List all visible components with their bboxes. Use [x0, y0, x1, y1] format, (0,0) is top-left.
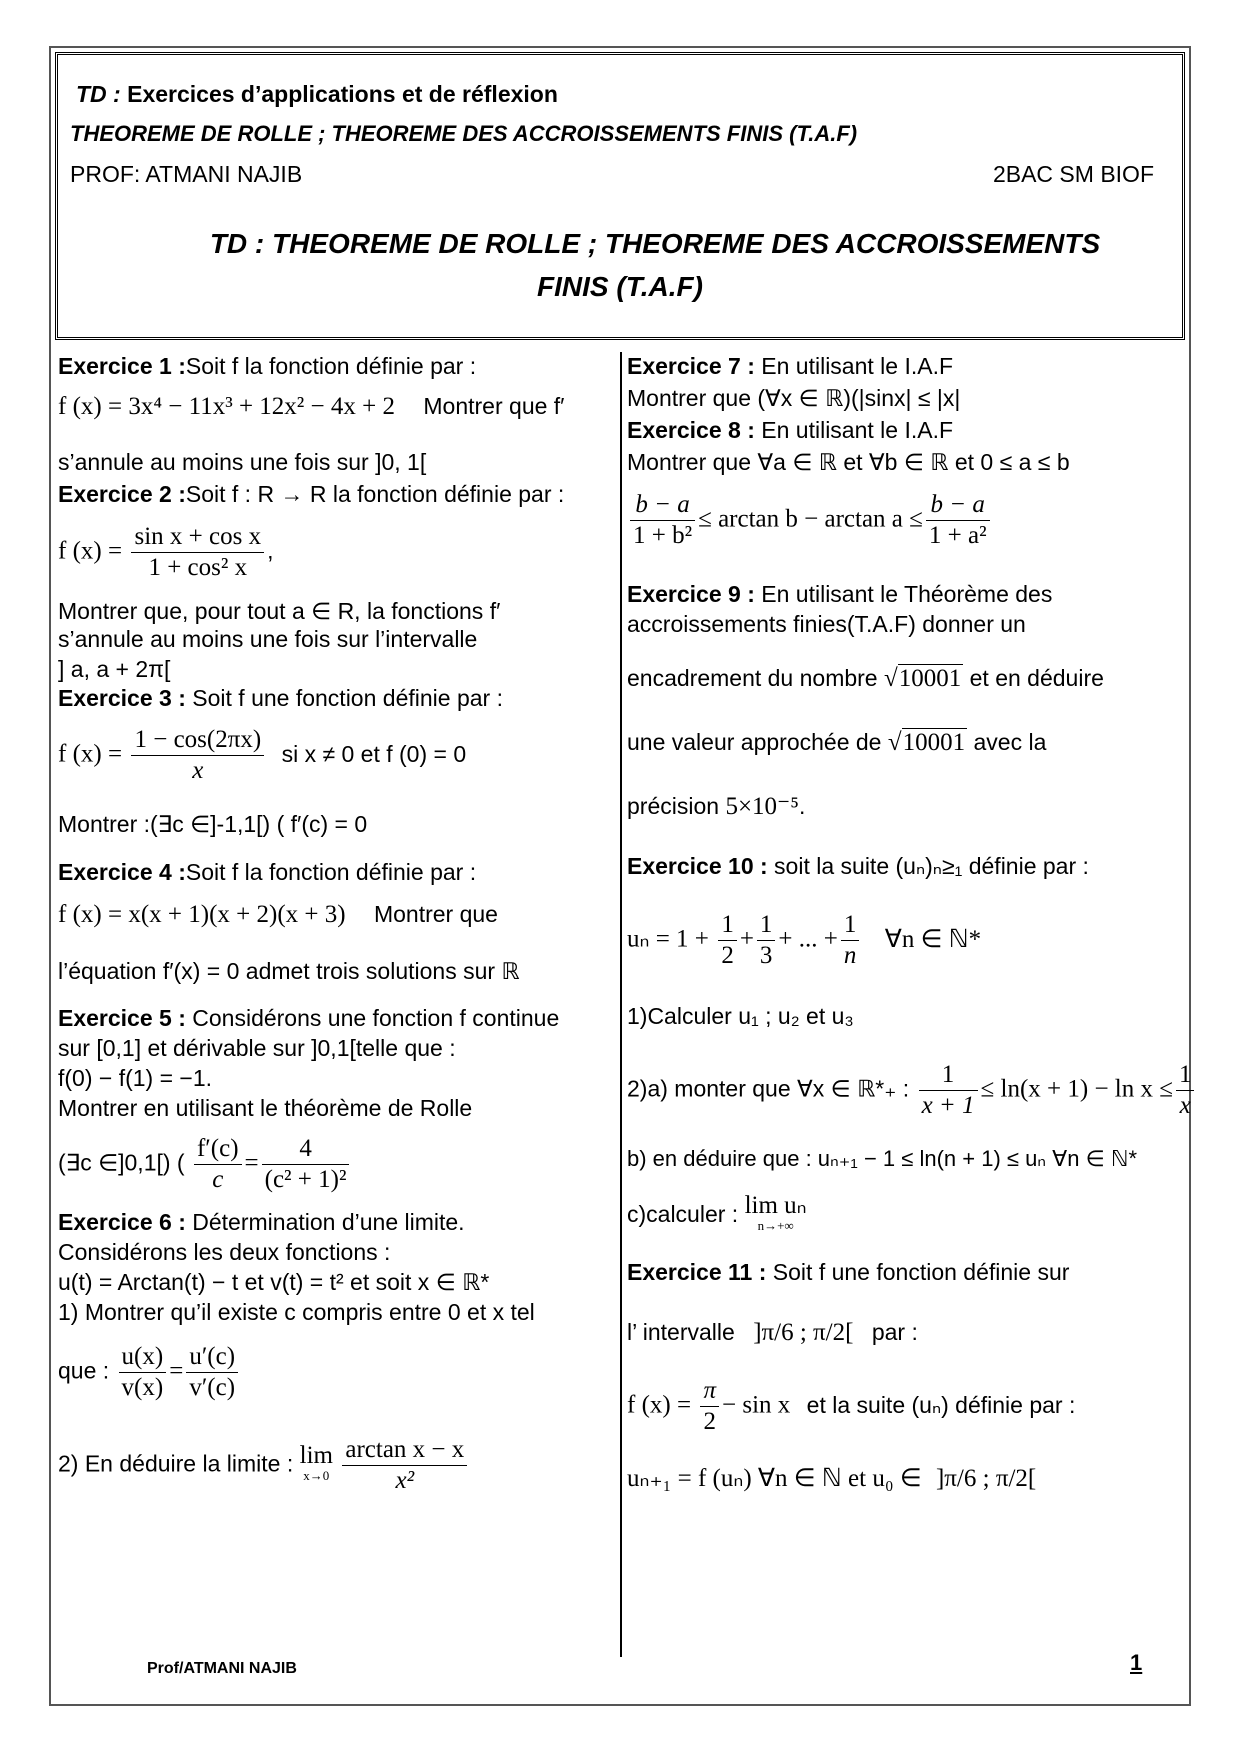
ex4-text3: l’équation f′(x) = 0 admet trois solutions sur ℝ — [58, 958, 520, 984]
ex6-eq: = — [169, 1357, 184, 1385]
ex3-formula — [58, 725, 466, 786]
ex10-forall: ∀n ∈ ℕ* — [884, 925, 982, 953]
ex8-frac2 — [926, 490, 990, 551]
ex3-line1 — [58, 682, 503, 714]
ex9-dot: . — [798, 793, 806, 819]
ex3-lhs: f (x) = — [58, 740, 123, 768]
sqrt-10001-b: √10001 — [887, 729, 966, 756]
ex10-q2-den2: x — [1179, 1092, 1191, 1119]
ex3-fraction — [131, 725, 264, 786]
header-line2: THEOREME DE ROLLE ; THEOREME DES ACCROISSEMENTS FINIS (T.A.F) — [70, 121, 858, 146]
ex5-text2: sur [0,1] et dérivable sur ]0,1[telle que : — [58, 1035, 456, 1061]
ex5-den1: c — [212, 1166, 224, 1193]
ex10-formula — [627, 910, 981, 971]
ex2-lhs: f (x) = — [58, 537, 123, 565]
ex6-line1 — [58, 1206, 465, 1238]
ex10-q2 — [627, 1060, 1197, 1121]
ex2-text4: ] a, a + 2π[ — [58, 656, 171, 682]
ex6-den1: v(x) — [121, 1374, 164, 1401]
ex4-text: Soit f la fonction définie par : — [185, 859, 477, 885]
ex7-line1 — [627, 350, 953, 382]
sqrt-10001: √10001 — [884, 665, 962, 692]
ex2-fraction — [131, 522, 264, 583]
ex5-text3: f(0) − f(1) = −1. — [58, 1065, 213, 1091]
ex5-frac2 — [262, 1134, 350, 1195]
ex10-q2-frac1 — [919, 1060, 978, 1121]
ex4-title: Exercice 4 : — [58, 859, 186, 885]
ex11-text4: et la suite (uₙ) définie par : — [806, 1391, 1076, 1418]
ex10-plus: + — [739, 925, 754, 953]
ex2-line1 — [58, 478, 564, 510]
sqrt-value: 10001 — [898, 665, 962, 692]
ex9-text3: encadrement du nombre — [627, 665, 878, 691]
ex3-title: Exercice 3 : — [58, 685, 186, 711]
ex6-lim: lim — [299, 1441, 333, 1469]
ex6-frac3 — [342, 1435, 467, 1496]
ex5-line1 — [58, 1002, 559, 1034]
ex1-title: Exercice 1 : — [58, 353, 186, 379]
ex8-frac1 — [630, 490, 695, 551]
ex8-mid: ≤ arctan b − arctan a ≤ — [698, 505, 923, 533]
ex8-num2: b − a — [926, 490, 990, 521]
ex7-text2: Montrer que (∀x ∈ ℝ)(|sinx| ≤ |x| — [627, 385, 961, 411]
ex10-lim-sub: n→+∞ — [757, 1218, 794, 1233]
ex2-text3: s’annule au moins une fois sur l’intervalle — [58, 626, 478, 652]
ex11-line4 — [627, 1462, 1036, 1495]
header-box — [55, 52, 1185, 340]
ex6-frac1 — [119, 1342, 167, 1403]
ex5-text4: Montrer en utilisant le théorème de Rolle — [58, 1095, 473, 1121]
ex9-text2: accroissements finies(T.A.F) donner un — [627, 611, 1026, 637]
ex10-title: Exercice 10 : — [627, 853, 768, 879]
ex11-text3: par : — [871, 1319, 918, 1345]
ex6-text: Détermination d’une limite. — [185, 1209, 465, 1235]
ex11-pi: π — [700, 1376, 719, 1407]
ex10-lhs: uₙ = 1 + — [627, 925, 709, 953]
ex10-q4-text: c)calculer : — [627, 1201, 739, 1228]
column-divider — [620, 352, 622, 1657]
ex6-num1: u(x) — [119, 1342, 167, 1373]
ex6-den2: v′(c) — [189, 1374, 236, 1401]
ex10-line1 — [627, 850, 1089, 882]
ex2-num: sin x + cos x — [131, 522, 264, 553]
ex10-q1: 1)Calculer u₁ ; u₂ et u₃ — [627, 1003, 854, 1029]
header-line1 — [76, 81, 558, 108]
ex9-line1 — [627, 578, 1052, 610]
ex10-q2-mid: ≤ ln(x + 1) − ln x ≤ — [980, 1075, 1173, 1103]
ex10-q2-text: 2)a) monter que ∀x ∈ ℝ*₊ : — [627, 1075, 910, 1102]
ex4-text2: Montrer que — [373, 901, 498, 927]
class-level: 2BAC SM BIOF — [992, 161, 1154, 187]
ex10-d2: 3 — [759, 942, 773, 969]
ex9-line5 — [627, 790, 805, 823]
ex4-line1 — [58, 856, 476, 888]
ex10-q2-frac2 — [1176, 1060, 1195, 1121]
ex9-title: Exercice 9 : — [627, 581, 755, 607]
ex9-line3 — [627, 662, 1104, 695]
ex10-text: soit la suite (uₙ)ₙ≥₁ définie par : — [767, 853, 1089, 879]
ex1-line1 — [58, 350, 476, 382]
ex8-den1: 1 + b² — [633, 522, 693, 549]
ex6-text6: 2) En déduire la limite : — [58, 1450, 294, 1477]
ex10-n3: 1 — [841, 910, 860, 941]
ex2-text: Soit f : R → R la fonction définie par : — [185, 481, 565, 507]
ex4-formula: f (x) = x(x + 1)(x + 2)(x + 3) — [58, 901, 346, 928]
ex5-eq: = — [244, 1149, 259, 1177]
ex6-frac2 — [186, 1342, 238, 1403]
ex10-n2: 1 — [757, 910, 776, 941]
ex8-text2: Montrer que ∀a ∈ ℝ et ∀b ∈ ℝ et 0 ≤ a ≤ b — [627, 449, 1070, 475]
ex6-text2: Considérons les deux fonctions : — [58, 1239, 391, 1265]
ex3-den: x — [192, 757, 204, 784]
ex11-formula — [627, 1376, 1075, 1437]
ex2-title: Exercice 2 : — [58, 481, 186, 507]
ex11-rhs: − sin x — [722, 1391, 791, 1419]
ex10-d3: n — [843, 942, 857, 969]
ex6-formula1 — [58, 1342, 241, 1403]
ex11-two: 2 — [703, 1408, 716, 1435]
ex8-den2: 1 + a² — [928, 522, 987, 549]
ex10-frac1 — [718, 910, 737, 971]
ex5-den2: (c² + 1)² — [264, 1166, 347, 1193]
ex5-text5: (∃c ∈]0,1[) ( — [58, 1149, 185, 1176]
ex10-q4 — [627, 1192, 807, 1236]
prof-name: PROF: ATMANI NAJIB — [70, 161, 303, 187]
ex11-title: Exercice 11 : — [627, 1259, 767, 1285]
ex6-text5: que : — [58, 1357, 110, 1384]
ex6-num2: u′(c) — [186, 1342, 238, 1373]
ex3-num: 1 − cos(2πx) — [131, 725, 264, 756]
ex11-line2 — [627, 1316, 918, 1349]
ex10-q2-num2: 1 — [1176, 1060, 1195, 1091]
ex10-limit — [744, 1192, 807, 1236]
ex3-text3: Montrer :(∃c ∈]-1,1[) ( f′(c) = 0 — [58, 811, 368, 837]
ex8-num1: b − a — [630, 490, 695, 521]
ex6-limit — [299, 1441, 333, 1486]
ex9-text: En utilisant le Théorème des — [754, 581, 1053, 607]
ex6-num3: arctan x − x — [342, 1435, 467, 1466]
ex6-title: Exercice 6 : — [58, 1209, 186, 1235]
ex5-text: Considérons une fonction f continue — [185, 1005, 560, 1031]
ex1-text2: Montrer que f′ — [423, 393, 565, 419]
page-title-line1: TD : THEOREME DE ROLLE ; THEOREME DES ACCROISSEMENTS — [209, 228, 1101, 259]
ex8-title: Exercice 8 : — [627, 417, 755, 443]
ex7-title: Exercice 7 : — [627, 353, 755, 379]
ex9-line4 — [627, 726, 1046, 759]
ex11-line1 — [627, 1256, 1069, 1288]
ex10-q2-den1: x + 1 — [921, 1092, 975, 1119]
ex5-num1: f′(c) — [194, 1134, 242, 1165]
ex6-text3: u(t) = Arctan(t) − t et v(t) = t² et soit x ∈ ℝ* — [58, 1269, 490, 1295]
ex3-text: Soit f une fonction définie par : — [185, 685, 503, 711]
ex10-frac3 — [841, 910, 860, 971]
ex10-frac2 — [757, 910, 776, 971]
ex5-num2: 4 — [262, 1134, 350, 1165]
ex9-text7: précision — [627, 793, 720, 819]
ex11-interval: ]π/6 ; π/2[ — [753, 1319, 854, 1346]
ex7-text: En utilisant le I.A.F — [754, 353, 954, 379]
ex6-lim-sub: x→0 — [303, 1467, 330, 1483]
ex6-formula2 — [58, 1435, 470, 1496]
ex11-interval2: ]π/6 ; π/2[ — [935, 1465, 1037, 1492]
ex9-text4: et en déduire — [969, 665, 1104, 691]
ex10-q2-num1: 1 — [919, 1060, 978, 1091]
ex4-formula-line — [58, 898, 498, 931]
ex3-text2: si x ≠ 0 et f (0) = 0 — [281, 740, 467, 767]
ex10-q3: b) en déduire que : uₙ₊₁ − 1 ≤ ln(n + 1) ≤ uₙ ∀n ∈ ℕ* — [627, 1146, 1138, 1171]
page-title-line2: FINIS (T.A.F) — [537, 271, 703, 302]
ex8-text: En utilisant le I.A.F — [754, 417, 954, 443]
ex1-text3: s’annule au moins une fois sur ]0, 1[ — [58, 449, 427, 475]
ex10-lim: lim uₙ — [744, 1192, 807, 1219]
ex2-text2: Montrer que, pour tout a ∈ R, la fonctions f′ — [58, 598, 501, 624]
ex9-text6: avec la — [973, 729, 1047, 755]
ex9-text5: une valeur approchée de — [627, 729, 882, 755]
ex11-text: Soit f une fonction définie sur — [766, 1259, 1070, 1285]
footer-author: Prof/ATMANI NAJIB — [147, 1660, 297, 1677]
ex8-line1 — [627, 414, 953, 446]
ex5-formula — [58, 1134, 352, 1195]
ex2-den: 1 + cos² x — [148, 554, 248, 581]
ex1-formula-line — [58, 390, 565, 423]
ex11-lhs: f (x) = — [627, 1391, 692, 1419]
ex11-frac — [700, 1376, 719, 1437]
ex10-n1: 1 — [718, 910, 737, 941]
ex11-text2: l’ intervalle — [627, 1319, 735, 1345]
ex2-formula — [58, 522, 273, 583]
ex1-formula: f (x) = 3x⁴ − 11x³ + 12x² − 4x + 2 — [58, 393, 395, 420]
ex10-d1: 2 — [721, 942, 734, 969]
sqrt-value-b: 10001 — [902, 729, 966, 756]
ex10-dots: + ... + — [778, 925, 838, 953]
ex2-comma: , — [267, 537, 274, 564]
ex11-text5: uₙ₊₁ = f (uₙ) ∀n ∈ ℕ et u₀ ∈ — [627, 1465, 922, 1492]
ex8-formula — [627, 490, 993, 551]
ex9-precision: 5×10⁻⁵ — [725, 793, 799, 820]
td-label: TD : — [76, 81, 121, 107]
ex1-text: Soit f la fonction définie par : — [185, 353, 477, 379]
ex5-title: Exercice 5 : — [58, 1005, 186, 1031]
page-number: 1 — [1130, 1650, 1143, 1675]
ex5-frac1 — [194, 1134, 242, 1195]
header-subtitle: Exercices d’applications et de réflexion — [127, 81, 558, 107]
ex6-den3: x² — [395, 1467, 415, 1494]
ex6-text4: 1) Montrer qu’il existe c compris entre 0 et x tel — [58, 1299, 535, 1325]
